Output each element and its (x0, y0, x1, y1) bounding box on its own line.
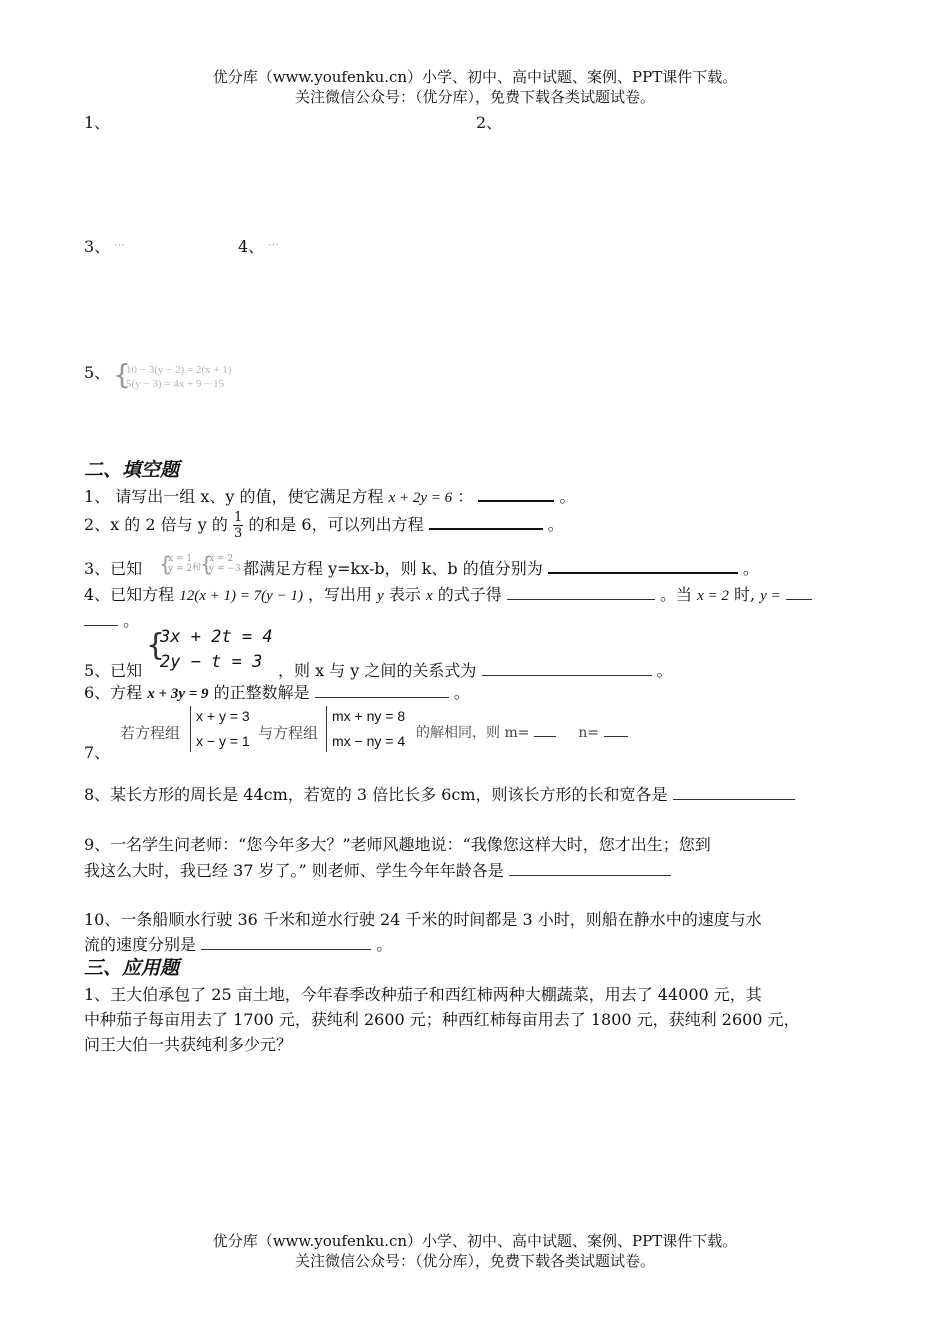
problem-3-faded-equation: ⋯ (114, 239, 125, 251)
footer-line-2: 关注微信公众号：（优分库），免费下载各类试题试卷。 (294, 1252, 655, 1270)
fill-q10-blank[interactable] (201, 935, 371, 950)
fill-q6-blank[interactable] (315, 683, 449, 698)
fill-question-7-number: 7、 (84, 743, 111, 762)
fill-q4-blank-y-part2[interactable] (84, 611, 118, 626)
q7-brace-left (190, 706, 193, 752)
fill-question-9-line2: 我这么大时，我已经 37 岁了。” 则老师、学生今年年龄各是 (84, 858, 671, 881)
fill-q7-blank-m[interactable] (534, 725, 556, 737)
fill-question-1: 1、 请写出一组 x、y 的值，使它满足方程 x + 2y = 6 ： 。 (84, 487, 576, 506)
app-question-1-line1: 1、王大伯承包了 25 亩土地，今年春季改种茄子和西红柿两种大棚蔬菜，用去了 44000 元，其 (84, 985, 762, 1004)
q5-system-line-1: 3x + 2t = 4 (160, 627, 273, 647)
fill-q6-equation: x + 3y = 9 (147, 686, 209, 702)
app-question-1-line2: 中种茄子每亩用去了 1700 元，获纯利 2600 元；种西红柿每亩用去了 1800 元，获纯利 2600 元， (84, 1010, 800, 1029)
footer-line-1: 优分库（www.youfenku.cn）小学、初中、高中试题、案例、PPT课件下载。 (212, 1232, 738, 1250)
fill-q1-blank[interactable] (478, 486, 554, 502)
fill-question-4: 4、已知方程 12(x + 1) = 7(y − 1) ，写出用 y 表示 x 的式子得 。当 x = 2 时, y = (84, 582, 812, 605)
fill-question-6: 6、方程 x + 3y = 9 的正整数解是 。 (84, 683, 470, 702)
header-line-1: 优分库（www.youfenku.cn）小学、初中、高中试题、案例、PPT课件下载。 (212, 68, 738, 86)
fill-q4-equation: 12(x + 1) = 7(y − 1) (179, 588, 303, 604)
fill-q1-text: 1、 请写出一组 x、y 的值，使它满足方程 (84, 487, 384, 506)
fraction-one-third: $\frac{1}{3}$ (233, 510, 243, 541)
fill-q8-blank[interactable] (673, 785, 795, 800)
q3-and: 和 (192, 563, 202, 573)
q7-system-a-line2: x − y = 1 (196, 733, 250, 749)
q3-brace-1: { (159, 552, 172, 576)
fill-q2-blank[interactable] (429, 514, 543, 530)
problem-3-number: 3、 (84, 237, 111, 256)
section-3-title: 三、应用题 (84, 957, 180, 979)
q7-system-b-line1: mx + ny = 8 (332, 708, 406, 724)
problem-4-faded-equation: ⋯ (268, 239, 279, 251)
fill-question-10-line1: 10、一条船顺水行驶 36 千米和逆水行驶 24 千米的时间都是 3 小时，则船在静水中的速度与水 (84, 910, 762, 929)
fill-question-8: 8、某长方形的周长是 44cm，若宽的 3 倍比长多 6cm，则该长方形的长和宽各是 (84, 782, 795, 805)
q5-brace: { (146, 628, 166, 663)
app-question-1-line3: 问王大伯一共获纯利多少元？ (84, 1035, 293, 1054)
fill-q4-blank-expression[interactable] (507, 585, 655, 600)
fill-question-3-prefix: 3、已知 (84, 559, 143, 578)
q3-system-2: x = 2 y = −3 (209, 554, 241, 574)
problem-5-number: 5、 (84, 363, 111, 382)
fill-q3-blank[interactable] (548, 558, 738, 574)
header-line-2: 关注微信公众号：（优分库），免费下载各类试题试卷。 (294, 88, 655, 106)
problem-4-number: 4、 (238, 237, 265, 256)
q5-system-line-2: 2y − t = 3 (160, 652, 263, 672)
fill-question-10-line2: 流的速度分别是 。 (84, 935, 393, 954)
problem-1-number: 1、 (84, 113, 111, 132)
fill-q5-blank[interactable] (482, 661, 652, 676)
fill-question-9-line1: 9、一名学生问老师：“您今年多大？”老师风趣地说：“我像您这样大时，您才出生；您到 (84, 835, 711, 854)
q7-system-b-line2: mx − ny = 4 (332, 733, 406, 749)
fill-question-5: ，则 x 与 y 之间的关系式为 。 (278, 661, 673, 680)
fill-question-2: 2、x 的 2 倍与 y 的 $\frac{1}{3}$ 的和是 6，可以列出方程 。 (84, 510, 564, 541)
problem-5-brace: { (113, 358, 131, 391)
fill-q1-equation: x + 2y = 6 (388, 490, 453, 506)
section-2-title: 二、填空题 (84, 459, 180, 481)
fill-q7-blank-n[interactable] (604, 725, 628, 737)
fill-question-5-prefix: 5、已知 (84, 661, 143, 680)
q3-brace-2: { (200, 552, 213, 576)
fill-question-4-continued: 。 (84, 608, 139, 631)
q7-middle: 与方程组 (258, 724, 319, 742)
q7-system-a-line1: x + y = 3 (196, 708, 250, 724)
q7-suffix: 的解相同，则 m= n= (416, 722, 628, 742)
q3-system-1: x = 1 y = 2 (168, 554, 193, 574)
problem-5-line-1: 10 − 3(y − 2) = 2(x + 1) (126, 364, 232, 376)
q7-prefix: 若方程组 (120, 724, 181, 742)
problem-5-line-2: 5(y − 3) = 4x + 9 − 15 (126, 378, 225, 390)
problem-2-number: 2、 (476, 113, 503, 132)
fill-q4-blank-y-part1[interactable] (786, 585, 812, 600)
fill-question-3: 都满足方程 y=kx-b，则 k、b 的值分别为 。 (243, 559, 759, 578)
q7-brace-right (326, 706, 329, 752)
fill-q9-blank[interactable] (509, 861, 671, 876)
